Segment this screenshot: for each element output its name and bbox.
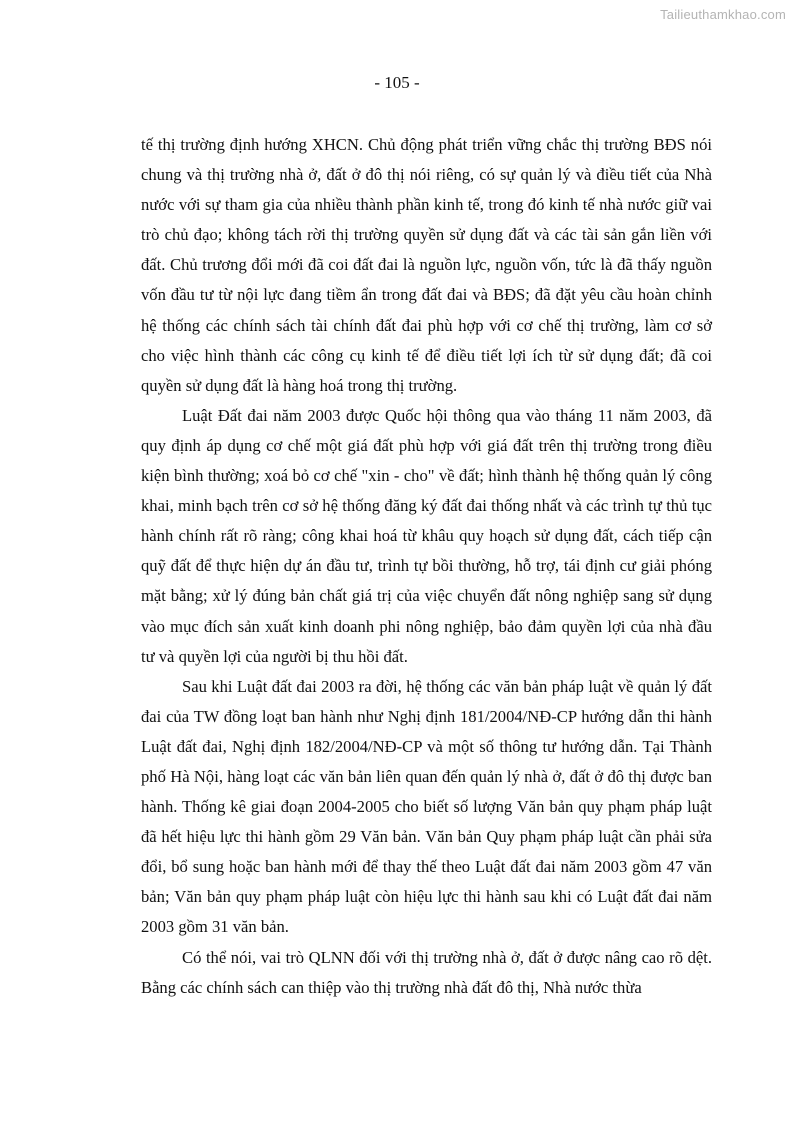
paragraph-4: Có thể nói, vai trò QLNN đối với thị trường nhà ở, đất ở được nâng cao rõ dệt. Bằng các chính sách can thiệp vào thị trường nhà đất đô thị, Nhà nước thừa bbox=[141, 947, 712, 997]
paragraph-2: Luật Đất đai năm 2003 được Quốc hội thông qua vào tháng 11 năm 2003, đã quy định áp dụng cơ chế một giá đất phù hợp với giá đất trên thị trường trong điều kiện bình thường; xoá bỏ cơ chế "xin - cho" về đất; hình thành hệ thống quản lý công khai, minh bạch trên cơ sở hệ thống đăng ký đất đai thống nhất và các trình tự thủ tục hành chính rất rõ ràng; công khai hoá từ khâu quy hoạch sử dụng đất, cách tiếp cận quỹ đất để thực hiện dự án đầu tư, trình tự bồi thường, hỗ trợ, tái định cư giải phóng mặt bằng; xử lý đúng bản chất giá trị của việc chuyển đất nông nghiệp sang sử dụng vào mục đích sản xuất kinh doanh phi nông nghiệp, bảo đảm quyền lợi của nhà đầu tư và quyền lợi của người bị thu hồi đất. bbox=[141, 405, 712, 666]
document-body bbox=[141, 130, 712, 1003]
paragraph-1: tế thị trường định hướng XHCN. Chủ động phát triển vững chắc thị trường BĐS nói chung và thị trường nhà ở, đất ở đô thị nói riêng, có sự quản lý và điều tiết của Nhà nước với sự tham gia của nhiều thành phần kinh tế, trong đó kinh tế nhà nước giữ vai trò chủ đạo; không tách rời thị trường quyền sử dụng đất và các tài sản gắn liền với đất. Chủ trương đổi mới đã coi đất đai là nguồn lực, nguồn vốn, tức là đã thấy nguồn vốn đầu tư từ nội lực đang tiềm ẩn trong đất đai và BĐS; đã đặt yêu cầu hoàn chỉnh hệ thống các chính sách tài chính đất đai phù hợp với cơ chế thị trường, làm cơ sở cho việc hình thành các công cụ kinh tế để điều tiết lợi ích từ sử dụng đất; đã coi quyền sử dụng đất là hàng hoá trong thị trường. bbox=[141, 135, 712, 395]
watermark: Tailieuthamkhao.com bbox=[660, 7, 786, 22]
page-number: - 105 - bbox=[374, 73, 420, 92]
paragraph-3: Sau khi Luật đất đai 2003 ra đời, hệ thống các văn bản pháp luật về quản lý đất đai của TW đồng loạt ban hành như Nghị định 181/2004/NĐ-CP hướng dẫn thi hành Luật đất đai, Nghị định 182/2004/NĐ-CP và một số thông tư hướng dẫn. Tại Thành phố Hà Nội, hàng loạt các văn bản liên quan đến quản lý nhà ở, đất ở đô thị được ban hành. Thống kê giai đoạn 2004-2005 cho biết số lượng Văn bản quy phạm pháp luật đã hết hiệu lực thi hành gồm 29 Văn bản. Văn bản Quy phạm pháp luật cần phải sửa đổi, bổ sung hoặc ban hành mới để thay thế theo Luật đất đai năm 2003 gồm 47 văn bản; Văn bản quy phạm pháp luật còn hiệu lực thi hành sau khi có Luật đất đai năm 2003 gồm 31 văn bản. bbox=[141, 676, 712, 937]
